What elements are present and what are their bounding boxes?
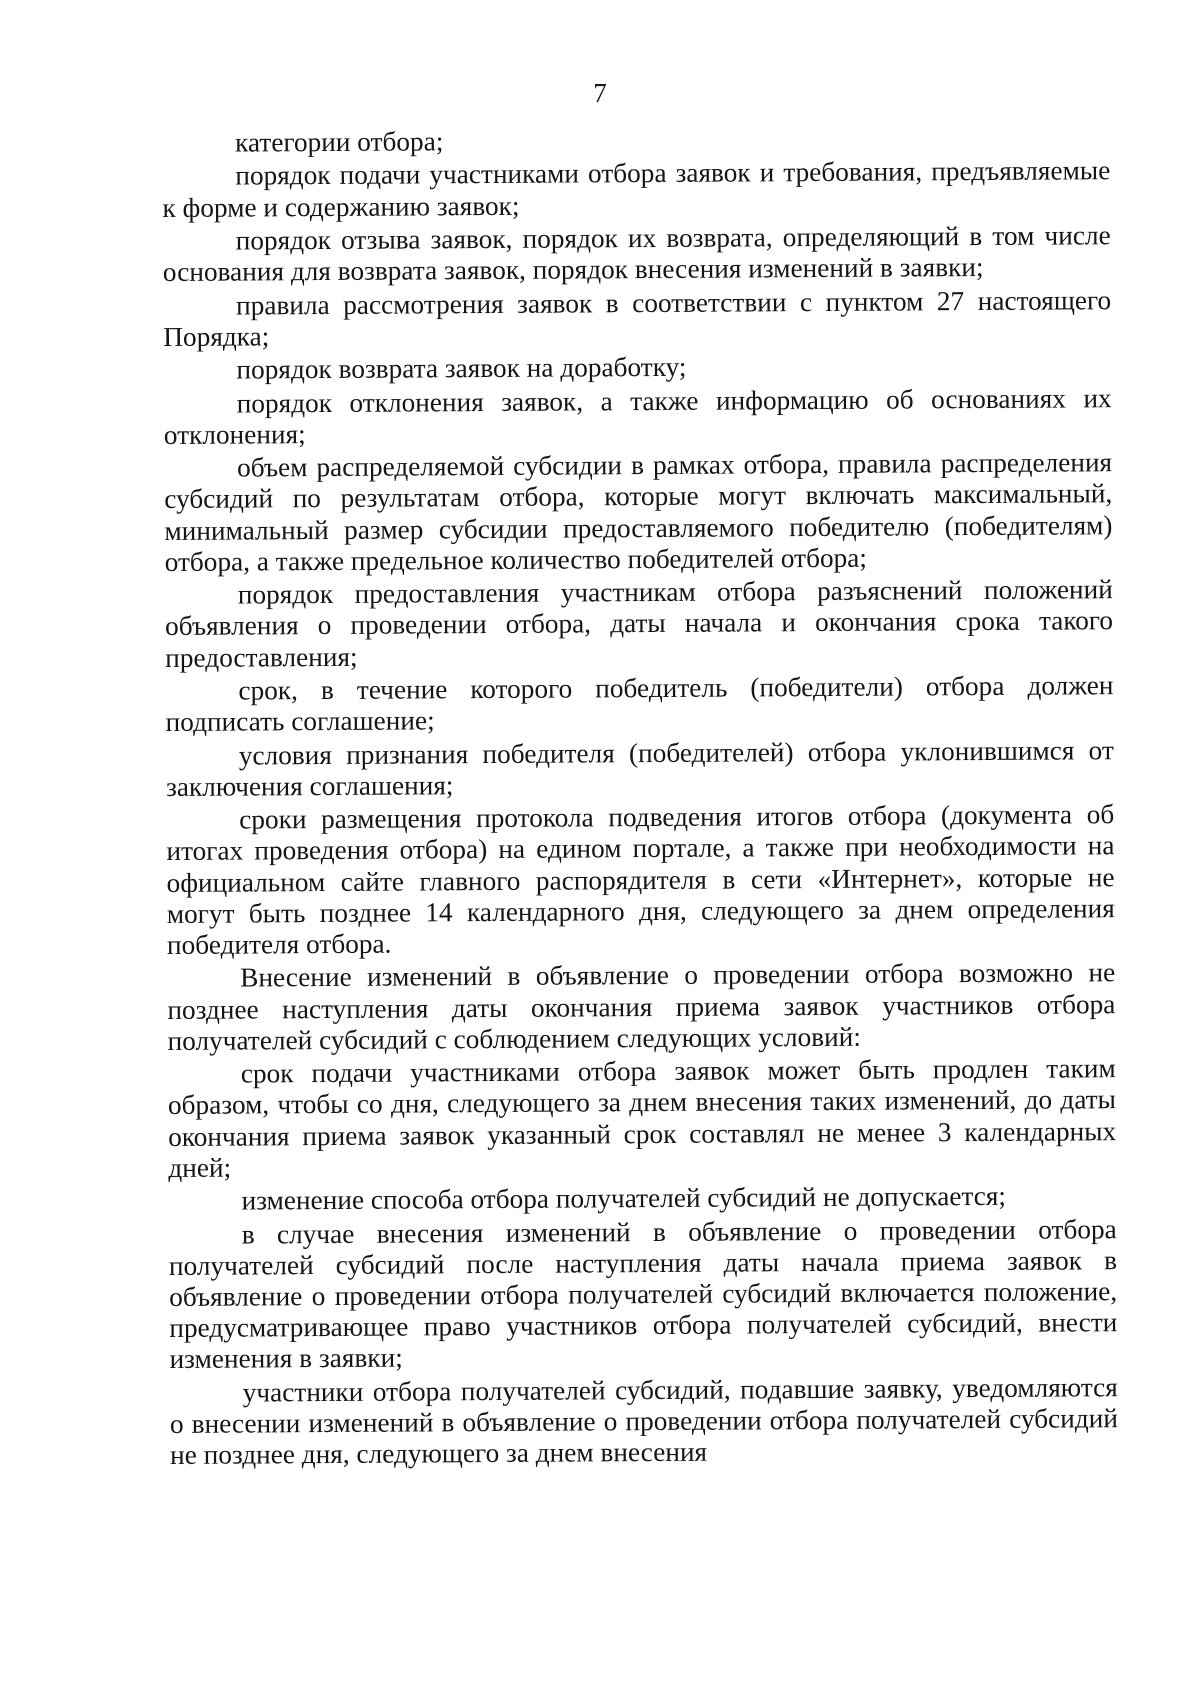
- paragraph: порядок предоставления участникам отбора разъяснений положений объявления о проведении отбора, даты начала и окончания срока такого предоставления;: [164, 574, 1114, 673]
- document-body: [162, 122, 1118, 1473]
- paragraph: сроки размещения протокола подведения итогов отбора (документа об итогах проведения отбора) на едином портале, а также при необходимости на официальном сайте главного распорядителя в сети «Интернет», которые не могут быть позднее 14 календарного дня, следующего за днем определения победителя отбора.: [166, 799, 1115, 960]
- page-number: 7: [593, 78, 607, 108]
- paragraph: порядок возврата заявок на доработку;: [236, 351, 687, 385]
- paragraph: правила рассмотрения заявок в соответствии с пунктом 27 настоящего Порядка;: [163, 284, 1112, 352]
- paragraph: срок, в течение которого победитель (победители) отбора должен подписать соглашение;: [165, 670, 1114, 738]
- paragraph: изменение способа отбора получателей субсидий не допускается;: [241, 1181, 1007, 1216]
- paragraph: срок подачи участниками отбора заявок может быть продлен таким образом, чтобы со дня, следующего за днем внесения таких изменений, до даты окончания приема заявок указанный срок составлял не менее 3 календарных дней;: [167, 1053, 1117, 1183]
- paragraph: порядок отклонения заявок, а также информацию об основаниях их отклонения;: [163, 382, 1112, 450]
- paragraph: порядок подачи участниками отбора заявок и требования, предъявляемые к форме и содержанию заявок;: [162, 155, 1111, 223]
- paragraph: условия признания победителя (победителей) отбора уклонившимся от заключения соглашения;: [165, 734, 1114, 802]
- paragraph: Внесение изменений в объявление о проведении отбора возможно не позднее наступления даты окончания приема заявок участников отбора получателей субсидий с соблюдением следующих условий:: [167, 957, 1116, 1056]
- paragraph: в случае внесения изменений в объявление о проведении отбора получателей субсидий после наступления даты начала приема заявок в объявление о проведении отбора получателей субсидий включается положение, предусматривающее право участников отбора получателей субсидий, внести изменения в заявки;: [168, 1213, 1118, 1375]
- paragraph: категории отбора;: [234, 126, 444, 158]
- paragraph: объем распределяемой субсидии в рамках отбора, правила распределения субсидий по результатам отбора, которые могут включать максимальный, минимальный размер субсидии предоставляемого победителю (победителям) отбора, а также предельное количество победителей отбора;: [164, 447, 1113, 577]
- paragraph: участники отбора получателей субсидий, подавшие заявку, уведомляются о внесении изменений в объявление о проведении отбора получателей субсидий не позднее дня, следующего за днем внесения: [169, 1371, 1118, 1471]
- paragraph: порядок отзыва заявок, порядок их возврата, определяющий в том числе основания для возврата заявок, порядок внесения изменений в заявки;: [162, 220, 1111, 288]
